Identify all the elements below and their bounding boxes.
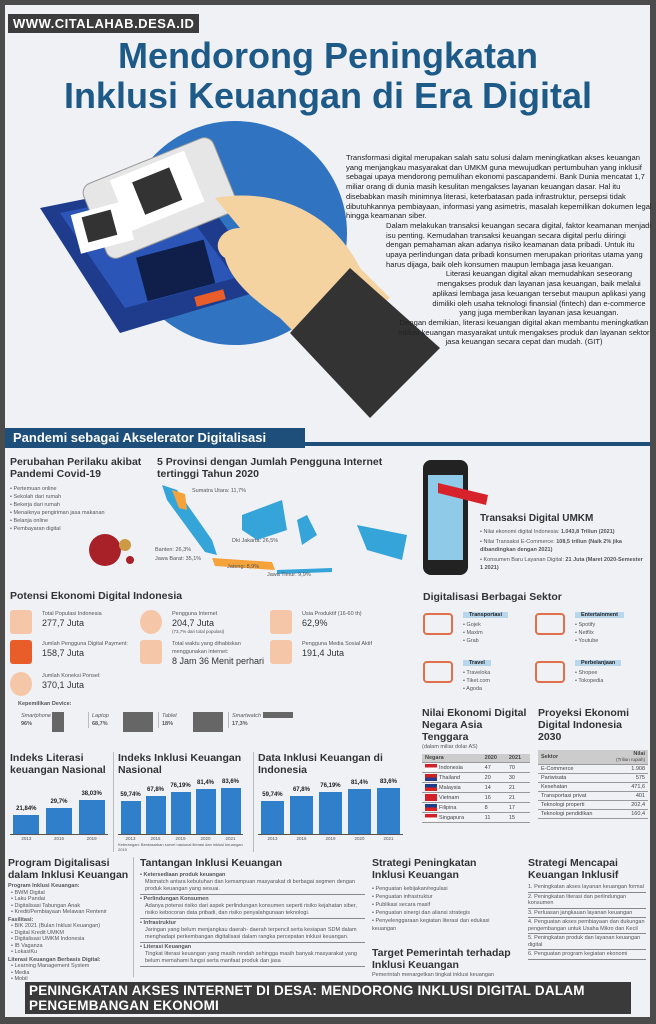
list-item: • Pertemuan online <box>10 486 57 492</box>
map-label: Jateng: 8,9% <box>227 564 260 570</box>
potensi-section <box>10 590 410 740</box>
watch-icon <box>140 640 162 664</box>
list-item: • BWM Digital <box>11 889 45 896</box>
strategi-section <box>372 857 512 979</box>
mencapai-section <box>528 857 646 961</box>
list-item: • LokasiKu <box>11 949 38 955</box>
tablet-icon <box>193 712 223 732</box>
table-row: Thailand 20 30 <box>422 773 530 783</box>
table-header: Negara <box>422 754 482 763</box>
target-text: Pemerintah menargetkan tingkat inklusi keuangan <box>372 972 494 978</box>
bar-label: 83,6% <box>221 778 239 785</box>
chart-title: Data Inklusi Keuangan di Indonesia <box>258 752 383 776</box>
suitcase-icon <box>423 661 453 683</box>
group-title: Fasilitasi: <box>8 916 34 923</box>
pie-icon <box>140 610 162 634</box>
proyeksi-section <box>538 707 648 819</box>
map-label: Jawa Timur: 9,9% <box>267 572 311 578</box>
bar <box>196 789 216 834</box>
scooter-icon <box>423 613 453 635</box>
list-item: • Shopee <box>575 670 598 676</box>
tantangan-section <box>140 857 365 968</box>
mencapai-title: Strategi Mencapai Keuangan Inklusif <box>528 857 619 881</box>
list-item: • Menaiknya pengiriman jasa makanan <box>10 510 105 516</box>
asean-subtitle: (dalam miliar dolar AS) <box>422 744 478 750</box>
title-line-1: Mendorong Peningkatan <box>117 35 538 76</box>
table-row: Teknologi pendidikan 160,4 <box>538 810 648 819</box>
stat-label: Pengguna Internet <box>172 611 218 617</box>
bar-label: 76,19% <box>320 782 341 789</box>
stat-value: 191,4 Juta <box>302 648 345 658</box>
sektor-group <box>423 603 533 645</box>
list-item: • Penguatan infrastruktur <box>372 894 433 900</box>
bar <box>319 792 342 834</box>
stat-item <box>270 610 395 628</box>
table-row: E-Commerce 1.908 <box>538 765 648 774</box>
list-item: • Penguatan sinergi dan aliansi strategis <box>372 910 470 916</box>
list-item: • Sekolah dari rumah <box>10 494 62 500</box>
list-item: • Laku Pandai <box>11 896 46 902</box>
laptop-icon <box>123 712 153 732</box>
list-item: • Tokopedia <box>575 678 604 684</box>
tick-label: 2019 <box>86 836 97 841</box>
list-item: 5. Peningkatan produk dan layanan keuangan digital <box>528 935 646 950</box>
phone-payment-icon <box>10 640 32 664</box>
intro-paragraph: Dengan demikian, literasi keuangan digital akan membantu meningkatkan inklusi keuangan masyarakat untuk mengakses produk dan layanan sektor jasa keuangan secara cepat dan mudah. (GIT) <box>398 317 650 347</box>
list-item: • Ketersediaan produk keuangan Mismatch antara kebutuhan dan kemampuan masyarakat di berbagai segmen dengan produk keuangan yang sesuai. <box>140 872 365 895</box>
covid-section <box>10 456 155 580</box>
sektor-group <box>535 603 645 645</box>
table-row: Indonesia 47 70 <box>422 763 530 773</box>
tick-label: 2016 <box>53 836 64 841</box>
stat-label: Pengguna Media Sosial Aktif <box>302 641 373 647</box>
person-icon <box>270 640 292 664</box>
proyeksi-table: Sektor Nilai (Triliun rupiah) E-Commerce 1.908 Pariwisata 575 Kesehatan 471,6 Transportasi privat 401 Teknologi properti 202,4 Teknologi pendidikan 160,4 <box>538 750 648 819</box>
cart-icon <box>535 661 565 683</box>
stat-label: Jumlah Koneksi Ponsel: <box>42 673 101 679</box>
bar <box>290 796 313 834</box>
stat-value: 8 Jam 36 Menit perhari <box>172 656 265 666</box>
flag-icon <box>425 804 437 811</box>
bar <box>348 789 371 834</box>
list-item: 4. Penguatan akses pembiayaan dan dukungan pengembangan untuk Usaha Mikro dan Kecil <box>528 919 646 934</box>
map-label: Sumatra Utara: 11,7% <box>192 488 247 494</box>
tantangan-title: Tantangan Inklusi Keuangan <box>140 857 283 869</box>
stat-value: 370,1 Juta <box>42 680 85 690</box>
stat-item <box>140 610 265 636</box>
list-item: • Maxim <box>463 630 483 636</box>
flag-icon <box>425 774 437 781</box>
table-row: Kesehatan 471,6 <box>538 783 648 792</box>
virus-icon <box>80 525 140 575</box>
tick-label: 2016 <box>296 836 307 841</box>
stat-label: Total Populasi Indonesia <box>42 611 102 617</box>
group-title: Literasi Keuangan Berbasis Digital: <box>8 956 101 963</box>
bar-label: 83,6% <box>379 778 397 785</box>
list-item: 6. Penguatan program kegiatan ekonomi <box>528 951 646 960</box>
map-label: Dki Jakarta: 26,5% <box>232 538 279 544</box>
bar-label: 59,74% <box>120 791 141 798</box>
umkm-section <box>480 513 646 572</box>
person-icon <box>270 610 292 634</box>
list-item: • Netflix <box>575 630 594 636</box>
x-axis <box>258 834 403 835</box>
group-title: Program Inklusi Keuangan: <box>8 883 80 889</box>
flag-icon <box>425 814 437 821</box>
list-item: • IB Vaganza <box>11 942 43 949</box>
device-item: Smartphone 96% <box>18 712 86 728</box>
stat-item <box>10 640 135 658</box>
banner-divider <box>300 442 650 446</box>
stat-label: Jumlah Pengguna Digital Payment: <box>42 641 128 647</box>
table-row: Pariwisata 575 <box>538 774 648 783</box>
stat-label: Usia Produktif (16-60 th) <box>302 611 362 617</box>
bar-label: 67,8% <box>146 787 164 794</box>
sektor-tag: Transportasi <box>463 612 508 618</box>
table-header: 2021 <box>506 754 530 763</box>
watermark: WWW.CITALAHAB.DESA.ID <box>8 14 199 33</box>
intro-text <box>346 153 652 347</box>
bar-label: 29,7% <box>50 798 68 805</box>
list-item: 2. Peningkatan literasi dan perlindungan konsumen <box>528 894 646 909</box>
table-row: Vietnam 16 21 <box>422 793 530 803</box>
sektor-section <box>423 591 648 692</box>
tick-label: 2021 <box>383 836 394 841</box>
caption-bar: PENINGKATAN AKSES INTERNET DI DESA: MENDORONG INKLUSI DIGITAL DALAM PENGEMBANGAN EKONOMI <box>25 982 631 1014</box>
umkm-title: Transaksi Digital UMKM <box>480 513 594 524</box>
smartphone-icon <box>52 712 64 732</box>
flag-icon <box>425 794 437 801</box>
chart-note: Keterangan: Berdasarkan survei nasional literasi dan inklusi keuangan 2019 <box>118 842 243 852</box>
people-icon <box>10 610 32 634</box>
list-item: • Konsumen Baru Layanan Digital: 21 Juta (Maret 2020-Semester 1 2021) <box>480 557 643 571</box>
stat-item <box>140 640 265 666</box>
proyeksi-title: Proyeksi Ekonomi Digital Indonesia 2030 <box>538 707 630 743</box>
bar <box>121 801 141 834</box>
bar <box>79 800 105 834</box>
sektor-title: Digitalisasi Berbagai Sektor <box>423 591 562 603</box>
tick-label: 2019 <box>325 836 336 841</box>
table-row: Teknologi properti 202,4 <box>538 801 648 810</box>
title-line-2: Inklusi Keuangan di Era Digital <box>63 75 593 116</box>
list-item: • Gojek <box>463 622 481 628</box>
intro-paragraph: Literasi keuangan digital akan memudahkan seseorang mengakses produk dan layanan jasa keuangan, baik melalui aplikasi lembaga jasa keuangan tersebut maupun aplikasi yang dimiliki oleh usaha teknologi finansial (fintech) dan e-commerce yang juga memberikan layanan jasa keuangan. <box>432 269 646 318</box>
tick-label: 2013 <box>267 836 278 841</box>
list-item: 1. Peningkatan akses layanan keuangan formal <box>528 884 646 893</box>
sektor-tag: Perbelanjaan <box>575 660 621 666</box>
bar-label: 76,19% <box>170 782 191 789</box>
bar-label: 81,4% <box>350 779 368 786</box>
bar-label: 21,84% <box>16 805 37 812</box>
map-section <box>157 456 412 585</box>
bar-label: 81,4% <box>196 779 214 786</box>
tick-label: 2021 <box>225 836 236 841</box>
list-item: • Youtube <box>575 638 599 644</box>
list-item: • Grab <box>463 638 479 644</box>
table-row: Transportasi privat 401 <box>538 792 648 801</box>
list-item: • Digital Kredit UMKM <box>11 929 64 936</box>
stat-value: 158,7 Juta <box>42 648 85 658</box>
page-title <box>0 36 656 116</box>
video-icon <box>535 613 565 635</box>
table-row: Malaysia 14 21 <box>422 783 530 793</box>
list-item: • Penyelenggaraan kegiatan literasi dan edukasi keuangan <box>372 918 490 932</box>
asean-section <box>422 707 530 823</box>
bar-label: 59,74% <box>262 791 283 798</box>
potensi-title: Potensi Ekonomi Digital Indonesia <box>10 590 183 602</box>
x-axis <box>10 834 108 835</box>
stat-value: 204,7 Juta <box>172 618 215 628</box>
map-title: 5 Provinsi dengan Jumlah Pengguna Internet tertinggi Tahun 2020 <box>157 456 383 480</box>
list-item: 3. Perluasan jangkauan layanan keuangan <box>528 910 646 919</box>
list-item: • Perlindungan Konsumen Adanya potensi risiko dari aspek perlindungan konsumen seperti risiko kejahatan siber, risiko kebocoran data pribadi, dan risiko penyalahgunaan teknologi. <box>140 896 365 919</box>
bar-label: 67,8% <box>292 787 310 794</box>
stat-label: Total waktu yang dihabiskan menggunakan internet: <box>172 641 241 655</box>
bar <box>46 808 72 834</box>
tick-label: 2016 <box>150 836 161 841</box>
list-item: • Digitalisasi UMKM Indonesia <box>11 936 85 942</box>
device-item: Tablet 18% <box>158 712 226 728</box>
list-item: • Media <box>11 969 30 976</box>
table-row: Filipina 8 17 <box>422 803 530 813</box>
sektor-group <box>535 651 645 685</box>
bar <box>377 788 400 834</box>
section-banner: Pandemi sebagai Akselerator Digitalisasi <box>5 428 305 448</box>
bar <box>221 788 241 834</box>
list-item: • Nilai ekonomi digital Indonesia: 1.043,8 Triliun (2021) <box>480 529 615 535</box>
list-item: • Learning Management System <box>11 963 90 969</box>
stat-value: 277,7 Juta <box>42 618 85 628</box>
program-title: Program Digitalisasi dalam Inklusi Keuangan <box>8 857 129 881</box>
map-label: Jawa Barat: 35,1% <box>155 556 202 562</box>
stat-item <box>10 610 135 628</box>
bar <box>171 792 191 834</box>
flag-icon <box>425 764 437 771</box>
list-item: • Digitalisasi Tabungan Anak <box>11 902 81 909</box>
flag-icon <box>425 784 437 791</box>
smartphone-shop-icon <box>418 455 488 580</box>
stat-note: (73,7% dari total populasi) <box>172 629 225 634</box>
covid-title: Perubahan Perilaku akibat Pandemi Covid-19 <box>10 456 142 480</box>
list-item: • Spotify <box>575 622 596 628</box>
tick-label: 2020 <box>200 836 211 841</box>
stat-value: 62,9% <box>302 618 328 628</box>
tick-label: 2019 <box>175 836 186 841</box>
program-section <box>8 857 130 983</box>
list-item: • Publikasi secara masif <box>372 902 431 908</box>
list-item: • Penguatan kebijakan/regulasi <box>372 886 448 892</box>
list-item: • Infrastruktur Jaringan yang belum menjangkau daerah- daerah terpencil serta kesiapan SDM dalam menghadapi perkembangan digitalisasi dalam rangka percepatan inklusi keuangan. <box>140 920 365 943</box>
stat-item <box>270 640 395 658</box>
list-item: • Traveloka <box>463 670 491 676</box>
sektor-group <box>423 651 533 693</box>
indonesia-map <box>157 480 412 580</box>
list-item: • BIK 2021 (Bulan Inklusi Keuangan) <box>11 923 101 929</box>
wifi-icon <box>10 672 32 696</box>
strategi-title: Strategi Peningkatan Inklusi Keuangan <box>372 857 477 881</box>
list-item: • Bekerja dari rumah <box>10 502 60 508</box>
bar-label: 38,03% <box>81 791 102 798</box>
bar <box>146 796 166 834</box>
bar <box>261 801 284 834</box>
list-item: • Belanja online <box>10 518 49 524</box>
device-title: Kepemilikan Device: <box>18 701 72 707</box>
list-item: • Kredit/Pembiayaan Melawan Rentenir <box>11 909 107 915</box>
table-header: 2020 <box>482 754 506 763</box>
intro-paragraph: Transformasi digital merupakan salah satu solusi dalam meningkatkan akses keuangan yang menjangkau masyarakat dan UMKM guna mewujudkan pertumbuhan yang inklusif sebagai upaya mendorong pemulihan ekonomi pascapandemi. Bank Dunia mencatat 1,7 miliar orang di dunia masih kesulitan mengakses layanan keuangan dasar. Hal itu disebabkan masih minimnya literasi, keterbatasan pada infrastruktur, persepsi tidak dibutuhkannya pembiayaan, informasi yang asimetris, masalah kepemilikan dokumen legal hingga keamanan siber. <box>346 153 652 221</box>
x-axis <box>118 834 243 835</box>
list-item: • Mobil <box>11 976 28 982</box>
asean-title: Nilai Ekonomi Digital Negara Asia Tenggara <box>422 707 527 743</box>
asean-table <box>422 754 530 823</box>
stat-item <box>10 672 135 690</box>
bar <box>13 815 39 834</box>
map-label: Banten: 26,3% <box>155 547 192 553</box>
tick-label: 2013 <box>21 836 32 841</box>
target-title: Target Pemerintah terhadap Inklusi Keuangan <box>372 947 511 971</box>
list-item: • Agoda <box>463 686 483 692</box>
chart-title: Indeks Inklusi Keuangan Nasional <box>118 752 242 776</box>
intro-paragraph: Dalam melakukan transaksi keuangan secara digital, faktor keamanan menjadi isu penting. Kemudahan transaksi keuangan secara digital perlu diiringi dengan pemahaman akan adanya risiko keamanan data pribadi. Untuk itu upaya perlindungan data pribadi konsumen merupakan prioritas utama yang harus dijaga, baik oleh konsumen maupun lembaga jasa keuangan. <box>386 220 652 269</box>
sektor-tag: Travel <box>463 660 491 666</box>
table-header: Sektor <box>538 750 606 765</box>
list-item: • Pembayaran digital <box>10 526 61 532</box>
tick-label: 2020 <box>354 836 365 841</box>
chart-title: Indeks Literasi keuangan Nasional <box>10 752 106 776</box>
device-item: Laptop 68,7% <box>88 712 156 728</box>
table-row: Singapura 11 15 <box>422 813 530 823</box>
list-item: • Literasi Keuangan Tingkat literasi keuangan yang masih rendah sehingga masih banyak masyarakat yang belum memahami fungsi serta manfaat produk dan jasa <box>140 944 365 967</box>
list-item: • Tiket.com <box>463 678 490 684</box>
smartwatch-icon <box>263 712 293 718</box>
list-item: • Nilai Transaksi E-Commerce: 108,5 triliun (Naik 2% jika dibandingkan dengan 2021) <box>480 539 622 553</box>
tick-label: 2013 <box>125 836 136 841</box>
sektor-tag: Entertainment <box>575 612 624 618</box>
device-item: Smartwatch 17,3% <box>228 712 296 728</box>
